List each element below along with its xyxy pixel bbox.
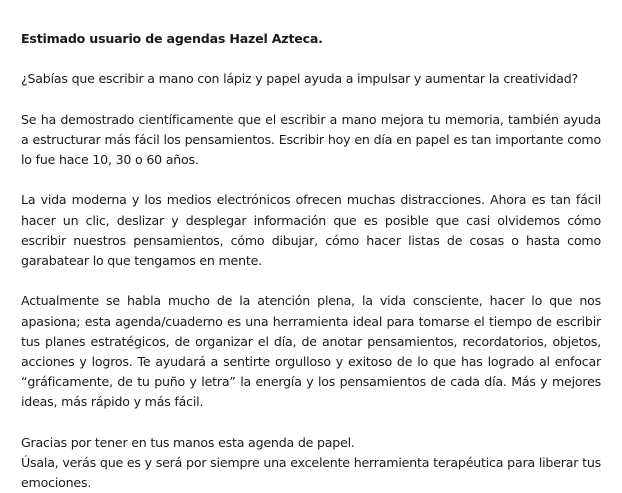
paragraph-creativity-question: ¿Sabías que escribir a mano con lápiz y papel ayuda a impulsar y aumentar la creatividad? (21, 71, 578, 87)
letter-closing (21, 433, 601, 493)
letter-greeting: Estimado usuario de agendas Hazel Azteca. (21, 31, 323, 46)
closing-thanks: Gracias por tener en tus manos esta agenda de papel. (21, 434, 355, 450)
paragraph-memory: Se ha demostrado científicamente que el escribir a mano mejora tu memoria, también ayuda a estructurar más fácil los pensamientos. Escribir hoy en día en papel es tan importante como lo fue hace 10, 30 o 60 años. (21, 111, 601, 167)
letter-document (21, 29, 601, 493)
paragraph-mindfulness: Actualmente se habla mucho de la atención plena, la vida consciente, hacer lo que nos apasiona; esta agenda/cuaderno es una herramienta ideal para tomarse el tiempo de escribir tus planes estratégicos, de organizar el día, de anotar pensamientos, recordatorios, objetos, acciones y logros. Te ayudará a sentirte orgulloso y exitoso de lo que has logrado al enfocar “gráficamente, de tu puño y letra” la energía y los pensamientos de cada día. Más y mejores ideas, más rápido y más fácil. (21, 293, 601, 410)
paragraph-modern-life: La vida moderna y los medios electrónicos ofrecen muchas distracciones. Ahora es tan fácil hacer un clic, deslizar y desplegar información que es posible que casi olvidemos cómo escribir nuestros pensamientos, cómo dibujar, cómo hacer listas de cosas o hasta como garabatear lo que tengamos en mente. (21, 192, 601, 268)
closing-use: Úsala, verás que es y será por siempre una excelente herramienta terapéutica para liberar tus emociones. (21, 455, 601, 491)
